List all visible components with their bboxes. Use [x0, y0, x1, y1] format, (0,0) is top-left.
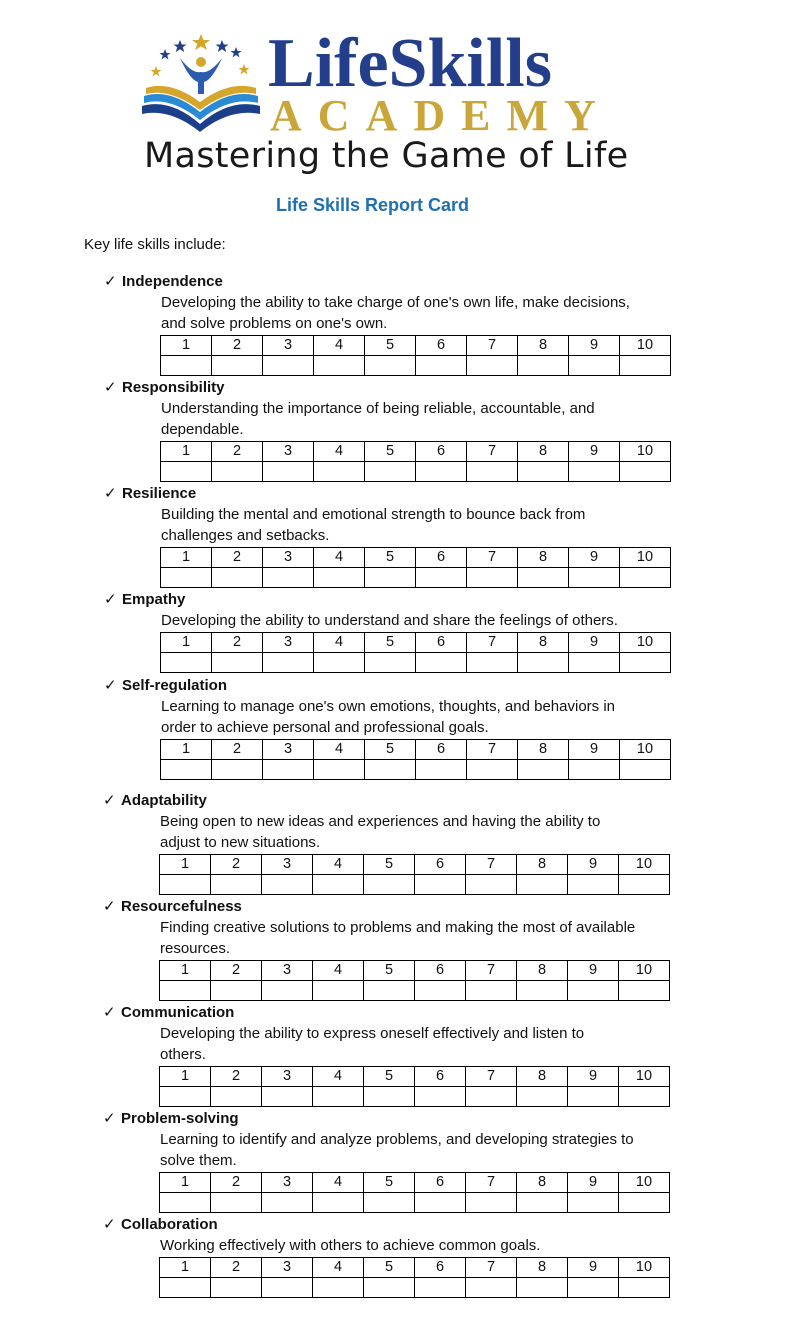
rating-number: 3 — [262, 855, 313, 875]
rating-number: 8 — [517, 1258, 568, 1278]
rating-entry-row — [161, 356, 671, 376]
rating-number: 10 — [619, 1258, 670, 1278]
rating-entry-cell[interactable] — [619, 1193, 670, 1213]
rating-entry-cell[interactable] — [620, 462, 671, 482]
rating-number: 4 — [314, 740, 365, 760]
rating-entry-cell[interactable] — [568, 1193, 619, 1213]
rating-number: 8 — [517, 855, 568, 875]
rating-entry-cell[interactable] — [568, 981, 619, 1001]
rating-scale-table — [160, 632, 671, 673]
rating-entry-cell[interactable] — [466, 875, 517, 895]
rating-entry-cell[interactable] — [466, 981, 517, 1001]
rating-scale-table — [160, 547, 671, 588]
rating-number: 3 — [263, 548, 314, 568]
rating-number: 9 — [568, 1173, 619, 1193]
rating-number-row — [161, 740, 671, 760]
checkmark-icon: ✓ — [103, 1004, 116, 1021]
rating-entry-cell[interactable] — [467, 462, 518, 482]
skill-description-line: Finding creative solutions to problems and making the most of available — [160, 919, 636, 936]
rating-number: 4 — [313, 1067, 364, 1087]
rating-entry-cell[interactable] — [161, 568, 212, 588]
rating-scale-table — [159, 1066, 670, 1107]
intro-text: Key life skills include: — [84, 236, 226, 253]
skill-name: Resilience — [122, 485, 197, 502]
skill-description-line: Developing the ability to take charge of one's own life, make decisions, — [161, 294, 630, 311]
rating-number: 5 — [364, 961, 415, 981]
rating-entry-cell[interactable] — [620, 356, 671, 376]
rating-entry-cell[interactable] — [161, 653, 212, 673]
rating-entry-cell[interactable] — [364, 981, 415, 1001]
rating-number: 6 — [416, 336, 467, 356]
rating-number: 4 — [314, 336, 365, 356]
rating-number: 7 — [467, 336, 518, 356]
rating-number: 7 — [466, 1258, 517, 1278]
rating-entry-cell[interactable] — [620, 568, 671, 588]
rating-number: 1 — [161, 442, 212, 462]
rating-number: 8 — [518, 336, 569, 356]
rating-entry-cell[interactable] — [415, 1193, 466, 1213]
rating-number-row — [160, 855, 670, 875]
open-book-emblem-icon — [140, 32, 262, 132]
skill-heading — [104, 378, 225, 396]
rating-entry-cell[interactable] — [365, 356, 416, 376]
rating-entry-cell[interactable] — [263, 568, 314, 588]
skill-description-line: Understanding the importance of being reliable, accountable, and — [161, 400, 595, 417]
checkmark-icon: ✓ — [104, 485, 117, 502]
rating-entry-cell[interactable] — [568, 875, 619, 895]
rating-number: 9 — [569, 336, 620, 356]
rating-entry-cell[interactable] — [262, 1193, 313, 1213]
rating-entry-cell[interactable] — [365, 568, 416, 588]
rating-entry-cell[interactable] — [314, 568, 365, 588]
rating-number: 7 — [467, 548, 518, 568]
rating-entry-cell[interactable] — [517, 1278, 568, 1298]
rating-number-row — [161, 548, 671, 568]
skill-description — [160, 811, 600, 853]
skill-heading — [103, 791, 207, 809]
rating-entry-cell[interactable] — [161, 760, 212, 780]
rating-number: 10 — [619, 1173, 670, 1193]
checkmark-icon: ✓ — [103, 1216, 116, 1233]
rating-number-row — [161, 442, 671, 462]
skill-heading — [104, 590, 185, 608]
rating-entry-cell[interactable] — [313, 1087, 364, 1107]
rating-number: 6 — [415, 855, 466, 875]
rating-entry-cell[interactable] — [568, 1278, 619, 1298]
rating-entry-cell[interactable] — [313, 1278, 364, 1298]
rating-number: 9 — [569, 442, 620, 462]
rating-number: 9 — [569, 633, 620, 653]
rating-entry-cell[interactable] — [569, 568, 620, 588]
rating-number: 9 — [568, 1258, 619, 1278]
rating-number: 1 — [161, 548, 212, 568]
rating-entry-cell[interactable] — [466, 1278, 517, 1298]
rating-number: 1 — [160, 1067, 211, 1087]
logo-wordmark-academy: ACADEMY — [270, 91, 612, 140]
rating-entry-row — [161, 760, 671, 780]
skill-description-line: resources. — [160, 940, 231, 957]
rating-entry-cell[interactable] — [160, 875, 211, 895]
rating-number: 10 — [620, 740, 671, 760]
skill-heading — [103, 1109, 239, 1127]
rating-entry-cell[interactable] — [517, 981, 568, 1001]
rating-entry-cell[interactable] — [364, 875, 415, 895]
rating-number: 8 — [518, 633, 569, 653]
skill-description — [160, 917, 635, 959]
rating-number: 4 — [314, 548, 365, 568]
skill-description-line: Learning to manage one's own emotions, thoughts, and behaviors in — [161, 698, 615, 715]
skill-description-line: Learning to identify and analyze problems, and developing strategies to — [160, 1131, 634, 1148]
rating-number: 10 — [619, 961, 670, 981]
rating-number: 7 — [467, 442, 518, 462]
rating-entry-cell[interactable] — [262, 1087, 313, 1107]
rating-number: 6 — [415, 961, 466, 981]
rating-scale-table — [160, 441, 671, 482]
skill-name: Problem-solving — [121, 1110, 239, 1127]
rating-entry-cell[interactable] — [416, 462, 467, 482]
rating-entry-cell[interactable] — [211, 1193, 262, 1213]
rating-entry-cell[interactable] — [211, 1278, 262, 1298]
skill-description — [160, 1023, 584, 1065]
rating-entry-cell[interactable] — [620, 760, 671, 780]
rating-number: 7 — [466, 855, 517, 875]
rating-number: 1 — [161, 740, 212, 760]
checkmark-icon: ✓ — [104, 273, 117, 290]
skill-description — [161, 504, 585, 546]
rating-number: 3 — [263, 633, 314, 653]
rating-entry-cell[interactable] — [212, 760, 263, 780]
rating-number: 6 — [416, 633, 467, 653]
rating-entry-cell[interactable] — [568, 1087, 619, 1107]
rating-number: 4 — [314, 633, 365, 653]
rating-entry-cell[interactable] — [518, 653, 569, 673]
rating-entry-row — [160, 981, 670, 1001]
rating-entry-cell[interactable] — [415, 981, 466, 1001]
rating-number: 5 — [364, 855, 415, 875]
rating-entry-cell[interactable] — [313, 1193, 364, 1213]
rating-number: 4 — [313, 855, 364, 875]
rating-entry-cell[interactable] — [313, 875, 364, 895]
rating-entry-cell[interactable] — [365, 462, 416, 482]
rating-entry-cell[interactable] — [160, 1278, 211, 1298]
rating-entry-cell[interactable] — [211, 981, 262, 1001]
rating-entry-cell[interactable] — [620, 653, 671, 673]
rating-number: 3 — [262, 1067, 313, 1087]
rating-number-row — [160, 1173, 670, 1193]
rating-number: 5 — [365, 633, 416, 653]
rating-number: 4 — [313, 1173, 364, 1193]
rating-scale-table — [160, 335, 671, 376]
rating-number: 2 — [212, 633, 263, 653]
rating-number: 2 — [212, 740, 263, 760]
rating-entry-cell[interactable] — [569, 356, 620, 376]
rating-entry-cell[interactable] — [263, 760, 314, 780]
academy-logo — [140, 25, 629, 180]
rating-entry-cell[interactable] — [517, 875, 568, 895]
skill-description — [160, 1129, 634, 1171]
rating-entry-cell[interactable] — [569, 760, 620, 780]
skill-heading — [103, 1003, 234, 1021]
logo-wordmark-lifeskills: LifeSkills — [268, 25, 552, 102]
rating-number: 9 — [569, 740, 620, 760]
rating-entry-cell[interactable] — [212, 462, 263, 482]
skill-description-line: adjust to new situations. — [160, 834, 321, 851]
rating-entry-cell[interactable] — [364, 1278, 415, 1298]
rating-entry-cell[interactable] — [314, 760, 365, 780]
skill-description-line: Working effectively with others to achieve common goals. — [160, 1237, 541, 1254]
rating-number: 5 — [365, 442, 416, 462]
skill-heading — [104, 676, 227, 694]
skill-description-line: Developing the ability to express oneself effectively and listen to — [160, 1025, 585, 1042]
rating-entry-cell[interactable] — [263, 462, 314, 482]
checkmark-icon: ✓ — [103, 792, 116, 809]
rating-entry-cell[interactable] — [467, 356, 518, 376]
rating-entry-cell[interactable] — [262, 981, 313, 1001]
rating-number: 1 — [160, 961, 211, 981]
rating-number: 5 — [364, 1067, 415, 1087]
rating-number: 7 — [467, 633, 518, 653]
rating-entry-cell[interactable] — [619, 981, 670, 1001]
skill-name: Responsibility — [122, 379, 225, 396]
rating-number: 6 — [416, 442, 467, 462]
rating-entry-cell[interactable] — [313, 981, 364, 1001]
rating-entry-cell[interactable] — [466, 1087, 517, 1107]
rating-scale-table — [159, 960, 670, 1001]
skill-name: Self-regulation — [122, 677, 228, 694]
rating-entry-cell[interactable] — [160, 1193, 211, 1213]
rating-number: 1 — [161, 336, 212, 356]
rating-number: 10 — [620, 548, 671, 568]
rating-entry-cell[interactable] — [518, 760, 569, 780]
rating-entry-cell[interactable] — [619, 1278, 670, 1298]
rating-number: 5 — [364, 1173, 415, 1193]
rating-number: 9 — [569, 548, 620, 568]
rating-number: 1 — [160, 1258, 211, 1278]
rating-entry-cell[interactable] — [416, 356, 467, 376]
skill-heading — [103, 897, 242, 915]
rating-number: 9 — [568, 855, 619, 875]
skill-description-line: solve them. — [160, 1152, 237, 1169]
checkmark-icon: ✓ — [103, 898, 116, 915]
rating-entry-cell[interactable] — [160, 1087, 211, 1107]
rating-entry-cell[interactable] — [415, 875, 466, 895]
skill-heading — [103, 1215, 218, 1233]
rating-entry-row — [160, 1193, 670, 1213]
rating-number: 8 — [517, 1067, 568, 1087]
rating-entry-cell[interactable] — [467, 760, 518, 780]
skill-description-line: and solve problems on one's own. — [161, 315, 388, 332]
rating-number: 6 — [415, 1067, 466, 1087]
rating-number: 2 — [211, 1067, 262, 1087]
rating-entry-cell[interactable] — [262, 875, 313, 895]
checkmark-icon: ✓ — [104, 591, 117, 608]
rating-number-row — [161, 336, 671, 356]
checkmark-icon: ✓ — [103, 1110, 116, 1127]
rating-scale-table — [159, 1172, 670, 1213]
checkmark-icon: ✓ — [104, 379, 117, 396]
rating-entry-cell[interactable] — [365, 760, 416, 780]
skill-description — [161, 292, 630, 334]
logo-tagline: Mastering the Game of Life — [144, 136, 629, 176]
rating-entry-cell[interactable] — [416, 760, 467, 780]
rating-entry-cell[interactable] — [416, 568, 467, 588]
rating-number: 7 — [466, 961, 517, 981]
rating-number: 4 — [313, 1258, 364, 1278]
skill-description-line: order to achieve personal and professional goals. — [161, 719, 489, 736]
rating-number: 1 — [160, 855, 211, 875]
rating-number: 10 — [619, 1067, 670, 1087]
rating-entry-row — [161, 653, 671, 673]
rating-entry-cell[interactable] — [364, 1193, 415, 1213]
rating-entry-cell[interactable] — [517, 1193, 568, 1213]
rating-number-row — [160, 961, 670, 981]
rating-number: 8 — [518, 548, 569, 568]
rating-entry-cell[interactable] — [212, 568, 263, 588]
rating-number: 1 — [161, 633, 212, 653]
rating-number: 5 — [364, 1258, 415, 1278]
rating-number: 2 — [212, 442, 263, 462]
skill-heading — [104, 484, 196, 502]
skill-description-line: challenges and setbacks. — [161, 527, 330, 544]
rating-number: 2 — [211, 1173, 262, 1193]
rating-number: 10 — [620, 633, 671, 653]
rating-scale-table — [159, 1257, 670, 1298]
rating-number: 6 — [416, 548, 467, 568]
rating-entry-cell[interactable] — [364, 1087, 415, 1107]
rating-number: 8 — [518, 740, 569, 760]
skill-name: Resourcefulness — [121, 898, 242, 915]
rating-number: 3 — [263, 442, 314, 462]
skill-name: Empathy — [122, 591, 186, 608]
rating-scale-table — [160, 739, 671, 780]
rating-entry-cell[interactable] — [416, 653, 467, 673]
rating-entry-row — [160, 1087, 670, 1107]
rating-number: 10 — [620, 442, 671, 462]
rating-number-row — [161, 633, 671, 653]
rating-entry-cell[interactable] — [212, 653, 263, 673]
rating-number: 6 — [415, 1258, 466, 1278]
rating-number: 2 — [212, 548, 263, 568]
rating-number: 4 — [314, 442, 365, 462]
rating-entry-cell[interactable] — [211, 1087, 262, 1107]
rating-entry-row — [161, 568, 671, 588]
skill-description-line: others. — [160, 1046, 206, 1063]
rating-number: 3 — [263, 740, 314, 760]
rating-number: 2 — [211, 1258, 262, 1278]
rating-entry-cell[interactable] — [466, 1193, 517, 1213]
skill-description-line: Developing the ability to understand and share the feelings of others. — [161, 612, 618, 629]
skill-description-line: Building the mental and emotional strength to bounce back from — [161, 506, 586, 523]
rating-entry-cell[interactable] — [160, 981, 211, 1001]
rating-number: 3 — [263, 336, 314, 356]
rating-number: 10 — [619, 855, 670, 875]
rating-number: 2 — [212, 336, 263, 356]
rating-number-row — [160, 1258, 670, 1278]
rating-entry-cell[interactable] — [314, 356, 365, 376]
rating-entry-cell[interactable] — [314, 462, 365, 482]
rating-number: 9 — [568, 961, 619, 981]
rating-number: 8 — [517, 1173, 568, 1193]
rating-number: 8 — [517, 961, 568, 981]
skill-heading — [104, 272, 223, 290]
rating-number: 2 — [211, 961, 262, 981]
rating-number: 6 — [415, 1173, 466, 1193]
skill-name: Adaptability — [121, 792, 207, 809]
skill-name: Collaboration — [121, 1216, 218, 1233]
rating-entry-cell[interactable] — [212, 356, 263, 376]
rating-number: 6 — [416, 740, 467, 760]
rating-entry-row — [160, 1278, 670, 1298]
report-title: Life Skills Report Card — [275, 195, 470, 215]
checkmark-icon: ✓ — [104, 677, 117, 694]
rating-entry-cell[interactable] — [569, 462, 620, 482]
rating-entry-cell[interactable] — [415, 1087, 466, 1107]
rating-entry-cell[interactable] — [263, 653, 314, 673]
rating-entry-cell[interactable] — [619, 1087, 670, 1107]
rating-entry-cell[interactable] — [161, 462, 212, 482]
rating-entry-cell[interactable] — [569, 653, 620, 673]
rating-number-row — [160, 1067, 670, 1087]
rating-number: 8 — [518, 442, 569, 462]
rating-entry-cell[interactable] — [467, 653, 518, 673]
rating-number: 5 — [365, 336, 416, 356]
rating-entry-cell[interactable] — [518, 462, 569, 482]
rating-entry-cell[interactable] — [161, 356, 212, 376]
rating-scale-table — [159, 854, 670, 895]
rating-number: 7 — [466, 1067, 517, 1087]
skill-description — [160, 1235, 540, 1256]
rating-number: 10 — [620, 336, 671, 356]
rating-entry-row — [160, 875, 670, 895]
rating-number: 4 — [313, 961, 364, 981]
rating-number: 7 — [467, 740, 518, 760]
rating-entry-cell[interactable] — [262, 1278, 313, 1298]
rating-number: 3 — [262, 1173, 313, 1193]
rating-number: 2 — [211, 855, 262, 875]
rating-entry-cell[interactable] — [314, 653, 365, 673]
rating-entry-cell[interactable] — [619, 875, 670, 895]
rating-number: 3 — [262, 961, 313, 981]
skill-name: Independence — [122, 273, 223, 290]
rating-entry-cell[interactable] — [518, 568, 569, 588]
rating-entry-cell[interactable] — [467, 568, 518, 588]
rating-entry-row — [161, 462, 671, 482]
rating-entry-cell[interactable] — [518, 356, 569, 376]
skill-description — [161, 610, 618, 631]
rating-entry-cell[interactable] — [517, 1087, 568, 1107]
rating-entry-cell[interactable] — [263, 356, 314, 376]
rating-entry-cell[interactable] — [415, 1278, 466, 1298]
rating-number: 5 — [365, 548, 416, 568]
skill-description-line: Being open to new ideas and experiences and having the ability to — [160, 813, 601, 830]
rating-entry-cell[interactable] — [211, 875, 262, 895]
skill-description-line: dependable. — [161, 421, 244, 438]
rating-number: 3 — [262, 1258, 313, 1278]
skill-description — [161, 398, 595, 440]
rating-entry-cell[interactable] — [365, 653, 416, 673]
rating-number: 5 — [365, 740, 416, 760]
skill-name: Communication — [121, 1004, 235, 1021]
skill-description — [161, 696, 615, 738]
rating-number: 1 — [160, 1173, 211, 1193]
rating-number: 7 — [466, 1173, 517, 1193]
rating-number: 9 — [568, 1067, 619, 1087]
